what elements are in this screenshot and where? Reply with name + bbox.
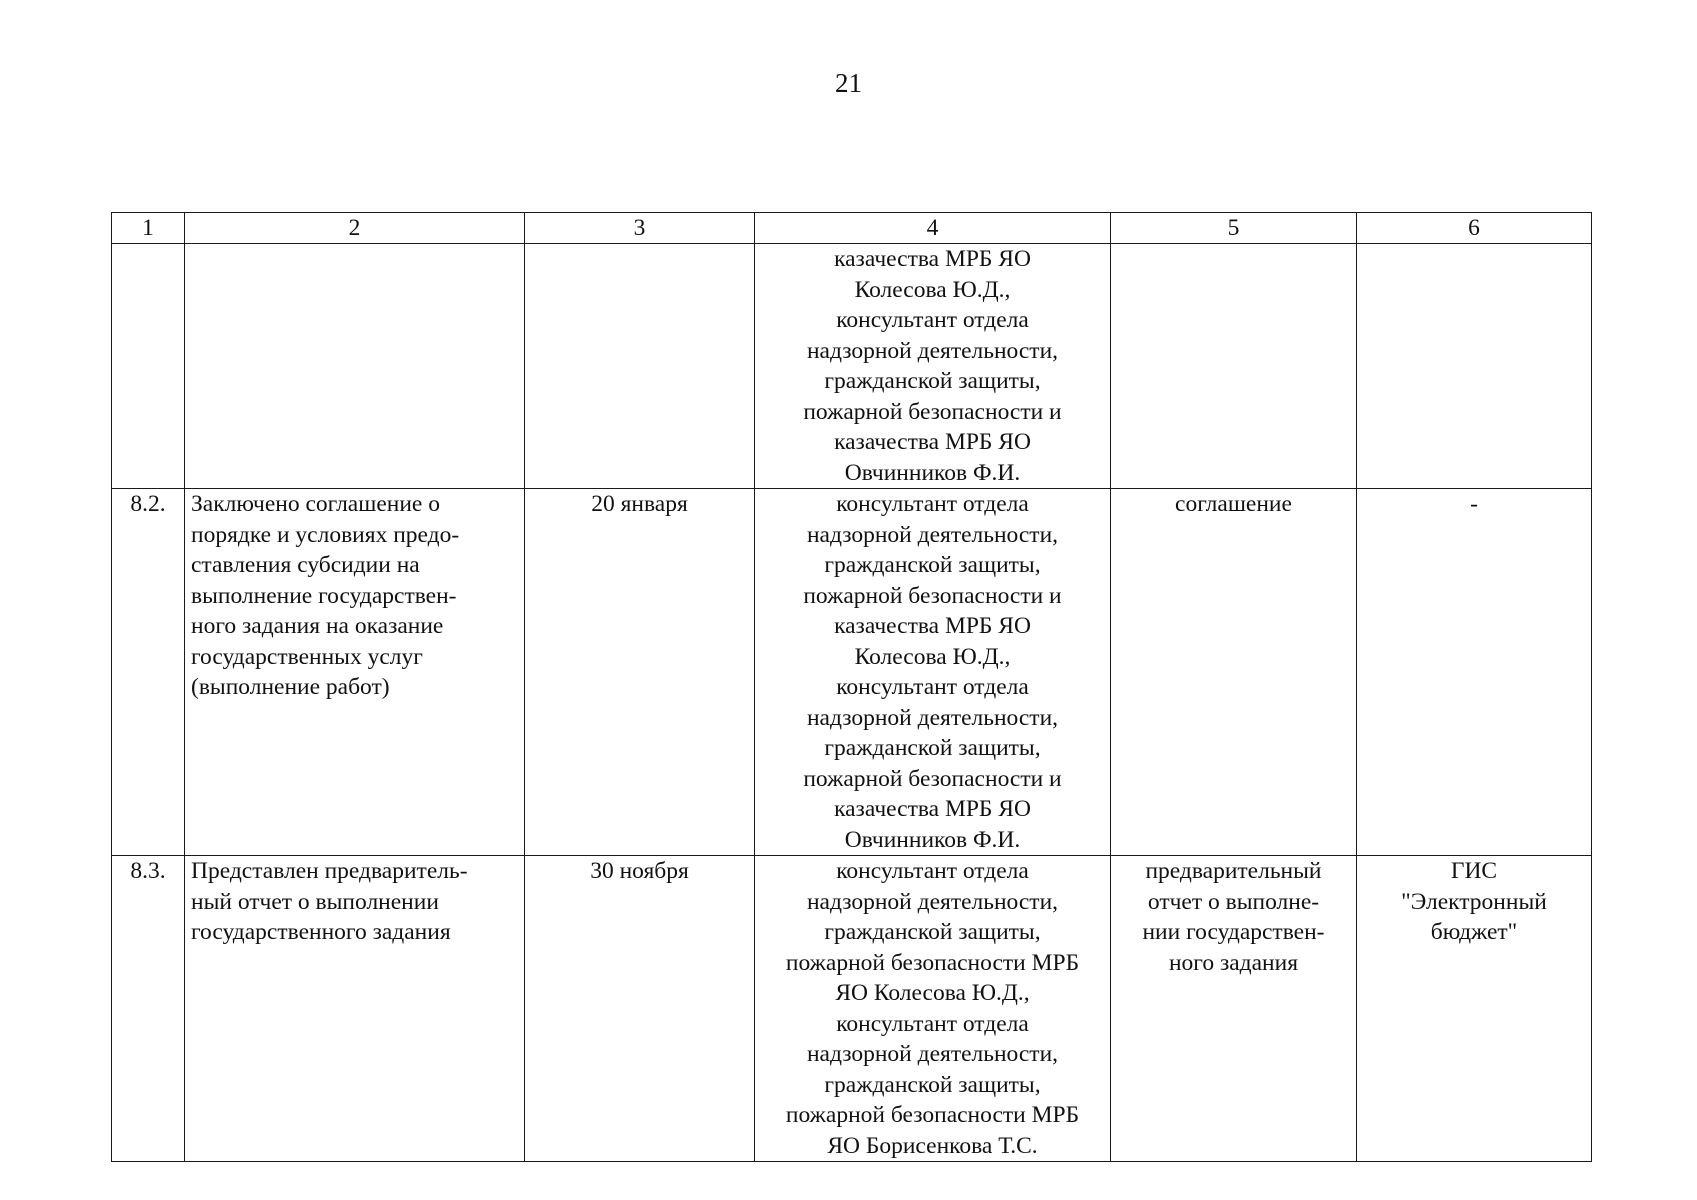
row-event bbox=[185, 244, 525, 489]
header-col-1: 1 bbox=[112, 213, 185, 244]
table-body bbox=[112, 244, 1592, 1162]
header-col-4: 4 bbox=[755, 213, 1111, 244]
row-system bbox=[1357, 244, 1592, 489]
row-system: - bbox=[1357, 489, 1592, 856]
table-header bbox=[112, 213, 1592, 244]
row-responsible: консультант отдела надзорной деятельности, гражданской защиты, пожарной безопасности МРБ ЯО Колесова Ю.Д., консультант отдела надзорной деятельности, гражданской защиты, пожарной безопасности МРБ ЯО Борисенкова Т.С. bbox=[755, 856, 1111, 1162]
header-col-3: 3 bbox=[525, 213, 755, 244]
row-result: соглашение bbox=[1111, 489, 1357, 856]
row-result: предварительный отчет о выполне- нии государствен- ного задания bbox=[1111, 856, 1357, 1162]
header-row bbox=[112, 213, 1592, 244]
row-result bbox=[1111, 244, 1357, 489]
header-col-2: 2 bbox=[185, 213, 525, 244]
row-date: 20 января bbox=[525, 489, 755, 856]
row-number bbox=[112, 244, 185, 489]
page-number: 21 bbox=[835, 68, 862, 98]
header-col-5: 5 bbox=[1111, 213, 1357, 244]
row-responsible: казачества МРБ ЯО Колесова Ю.Д., консультант отдела надзорной деятельности, гражданской защиты, пожарной безопасности и казачества МРБ ЯО Овчинников Ф.И. bbox=[755, 244, 1111, 489]
row-event: Представлен предваритель- ный отчет о выполнении государственного задания bbox=[185, 856, 525, 1162]
table-row bbox=[112, 489, 1592, 856]
row-number: 8.3. bbox=[112, 856, 185, 1162]
header-col-6: 6 bbox=[1357, 213, 1592, 244]
row-number: 8.2. bbox=[112, 489, 185, 856]
row-system: ГИС "Электронный бюджет" bbox=[1357, 856, 1592, 1162]
plan-table bbox=[111, 212, 1592, 1162]
row-event: Заключено соглашение о порядке и условиях предо- ставления субсидии на выполнение государствен- ного задания на оказание государственных услуг (выполнение работ) bbox=[185, 489, 525, 856]
row-date: 30 ноября bbox=[525, 856, 755, 1162]
row-responsible: консультант отдела надзорной деятельности, гражданской защиты, пожарной безопасности и казачества МРБ ЯО Колесова Ю.Д., консультант отдела надзорной деятельности, гражданской защиты, пожарной безопасности и казачества МРБ ЯО Овчинников Ф.И. bbox=[755, 489, 1111, 856]
table-row bbox=[112, 244, 1592, 489]
table-row bbox=[112, 856, 1592, 1162]
row-date bbox=[525, 244, 755, 489]
